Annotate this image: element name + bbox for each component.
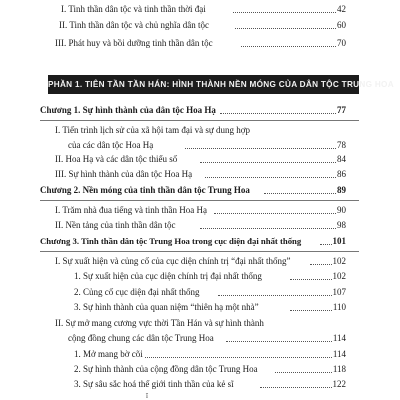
- dot-leader: [205, 176, 346, 178]
- toc-entry-label: I. Sự xuất hiện và củng cố của cục diện chính trị “đại nhất thống”: [55, 256, 291, 266]
- part-banner: PHẦN 1. TIÊN TẦN TẦN HÁN: HÌNH THÀNH NỀN MÓNG CỦA DÂN TỘC TRUNG HOA: [48, 75, 359, 94]
- toc-entry-page: 102: [332, 256, 346, 266]
- toc-entry[interactable]: [0, 37, 400, 57]
- toc-entry[interactable]: [0, 378, 400, 398]
- chapter-page: 89: [337, 185, 346, 195]
- toc-entry-label: 1. Mở mang bờ cõi: [74, 349, 143, 359]
- dot-leader: [185, 147, 346, 149]
- toc-entry-page: 42: [337, 4, 346, 14]
- toc-entry-label: I. Tinh thần dân tộc và tinh thần thời đại: [61, 4, 206, 14]
- divider: [40, 200, 359, 201]
- toc-entry-page: 90: [337, 205, 346, 215]
- toc-entry-label: III. Phát huy và bồi dưỡng tinh thần dân tộc: [55, 38, 213, 48]
- toc-entry-label: cộng đồng chung các dân tộc Trung Hoa: [68, 333, 214, 343]
- divider: [40, 120, 359, 121]
- chapter-label: Chương 3. Tinh thần dân tộc Trung Hoa trong cục diện đại nhất thống: [40, 236, 302, 246]
- dot-leader: [218, 294, 346, 296]
- toc-entry-label: II. Sự mở mang cương vực thời Tần Hán và sự hình thành: [55, 318, 264, 328]
- toc-entry-page: 84: [337, 154, 346, 164]
- chapter-label: Chương 2. Nền móng của tinh thần dân tộc Trung Hoa: [40, 185, 250, 195]
- dot-leader: [200, 161, 346, 163]
- chapter-label: Chương 1. Sự hình thành của dân tộc Hoa Hạ: [40, 105, 216, 115]
- toc-entry-label: 1. Sự xuất hiện của cục diện chính trị đại nhất thống: [74, 271, 262, 281]
- chapter-entry[interactable]: [0, 104, 400, 124]
- toc-entry-label: I. Tiến trình lịch sử của xã hội tam đại và sự dung hợp: [55, 125, 250, 135]
- dot-leader: [220, 112, 346, 114]
- toc-entry-page: 114: [332, 333, 346, 343]
- dot-leader: [140, 356, 346, 358]
- chapter-entry[interactable]: [0, 235, 400, 255]
- dot-leader: [264, 192, 346, 194]
- toc-entry-page: 107: [332, 287, 346, 297]
- dot-leader: [200, 227, 346, 229]
- toc-entry-label: 2. Sự hình thành của cộng đồng dân tộc Trung Hoa: [74, 364, 258, 374]
- dot-leader: [214, 212, 346, 214]
- toc-entry-label: II. Nền tảng của tinh thần dân tộc: [55, 220, 176, 230]
- dot-leader: [241, 45, 346, 47]
- chapter-entry[interactable]: [0, 184, 400, 204]
- dot-leader: [226, 340, 346, 342]
- toc-entry-page: 114: [332, 349, 346, 359]
- toc-entry-label: của các dân tộc Hoa Hạ: [68, 140, 154, 150]
- toc-entry-page: 98: [337, 220, 346, 230]
- toc-entry-page: 118: [332, 364, 346, 374]
- page-mark: ĩ: [146, 392, 148, 400]
- toc-entry-label: 2. Củng cố cục diện đại nhất thống: [74, 287, 200, 297]
- toc-entry-page: 60: [337, 20, 346, 30]
- toc-entry-page: 78: [337, 140, 346, 150]
- toc-entry-page: 102: [332, 271, 346, 281]
- toc-entry-label: I. Trăm nhà đua tiếng và tinh thần Hoa Hạ: [55, 205, 207, 215]
- toc-entry-label: 3. Sự sâu sắc hoá thế giới tinh thần của kẻ sĩ: [74, 379, 234, 389]
- toc-entry-label: 3. Sự hình thành của quan niệm “thiên hạ một nhà”: [74, 302, 259, 312]
- dot-leader: [233, 11, 346, 13]
- toc-entry-page: 70: [337, 38, 346, 48]
- toc-entry-label: III. Sự hình thành của dân tộc Hoa Hạ: [55, 169, 193, 179]
- toc-entry-label: II. Hoa Hạ và các dân tộc thiểu số: [55, 154, 178, 164]
- toc-entry-label: II. Tinh thần dân tộc và chủ nghĩa dân tộc: [59, 20, 209, 30]
- dot-leader: [235, 27, 346, 29]
- toc-entry-page: 122: [332, 379, 346, 389]
- chapter-page: 77: [337, 105, 346, 115]
- toc-entry-page: 86: [337, 169, 346, 179]
- chapter-page: 101: [332, 236, 346, 246]
- divider: [40, 251, 359, 252]
- toc-entry[interactable]: [0, 19, 400, 39]
- toc-entry-page: 110: [332, 302, 346, 312]
